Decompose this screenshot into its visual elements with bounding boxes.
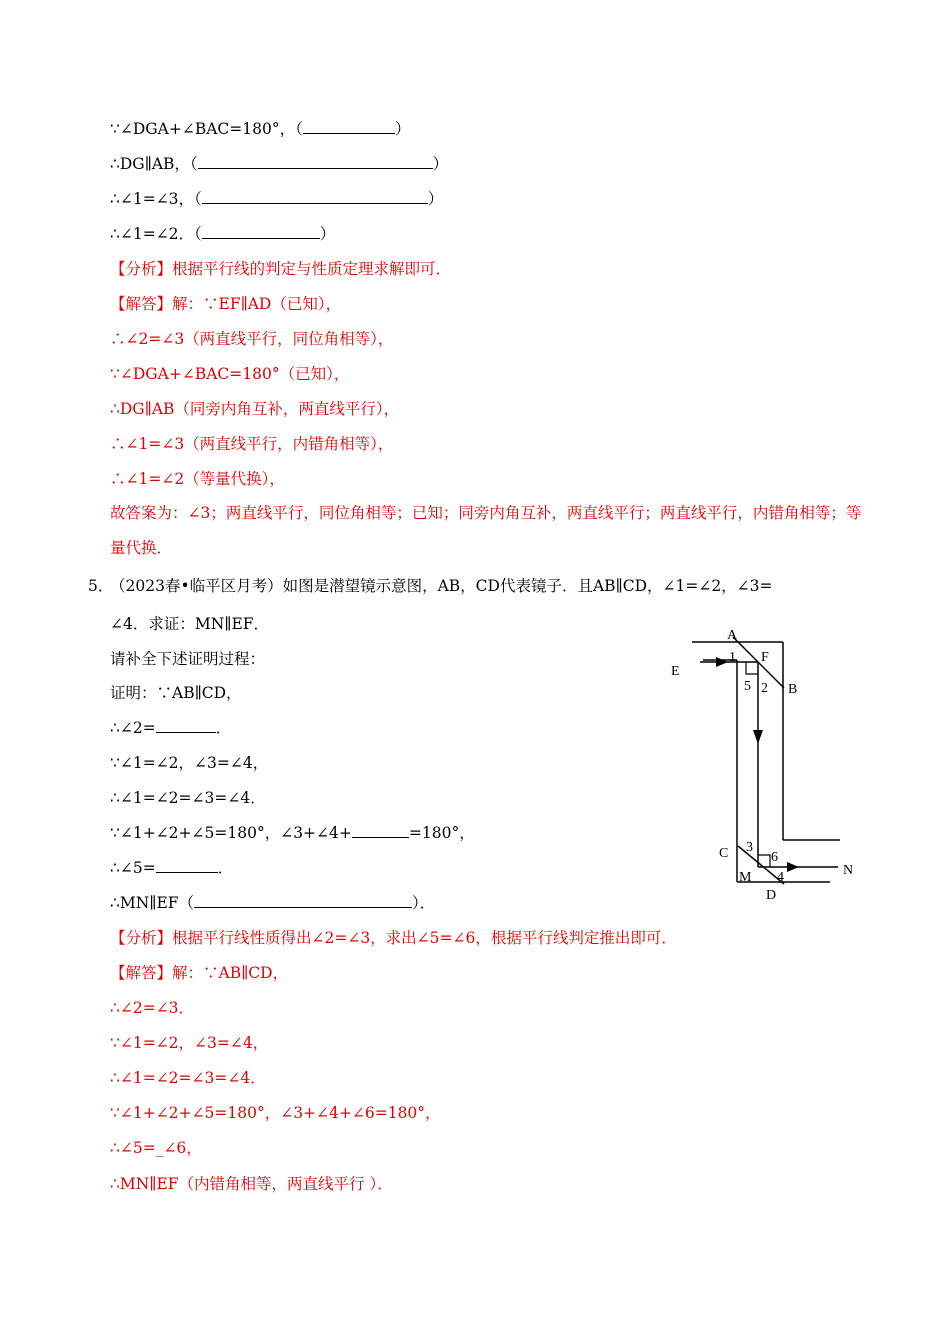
label-a: A xyxy=(727,628,738,643)
label-d: D xyxy=(766,888,777,903)
answer-blank[interactable] xyxy=(202,189,428,204)
label-angle-4: 4 xyxy=(777,870,784,885)
q4-answer-line: ∴∠1=∠3（两直线平行，内错角相等）， xyxy=(110,435,394,453)
right-angle-mark xyxy=(746,662,758,674)
q4-line-3: ∴∠1=∠3，（ ） xyxy=(110,190,444,208)
label-f: F xyxy=(761,650,769,665)
label-b: B xyxy=(788,682,798,697)
q5-proof-line: ∴∠1=∠2=∠3=∠4． xyxy=(110,789,266,807)
question-number: 5． xyxy=(88,577,114,595)
label-angle-2: 2 xyxy=(761,681,768,696)
q5-proof-line: ∴MN∥EF（ ）． xyxy=(110,894,436,912)
arrow-icon xyxy=(716,657,728,667)
q5-proof-line: ∵∠1=∠2，∠3=∠4， xyxy=(110,754,269,772)
q5-answer-line: ∴∠1=∠2=∠3=∠4． xyxy=(110,1069,266,1087)
answer-blank[interactable] xyxy=(198,154,433,169)
q4-answer-line: 【解答】解：∵EF∥AD（已知）， xyxy=(110,295,342,313)
answer-blank[interactable] xyxy=(303,119,395,134)
q5-answer-line: ∴∠2=∠3． xyxy=(110,999,195,1017)
label-c: C xyxy=(719,846,729,861)
q4-answer-line: ∴∠2=∠3（两直线平行，同位角相等）， xyxy=(110,330,394,348)
q5-answer-line: ∴MN∥EF（内错角相等，两直线平行 ）． xyxy=(110,1175,393,1193)
arrow-icon xyxy=(753,730,763,744)
q4-answer-line: ∴∠1=∠2（等量代换）， xyxy=(110,470,285,488)
answer-blank[interactable] xyxy=(194,893,412,908)
q4-line-2: ∴DG∥AB，（ ） xyxy=(110,155,449,173)
q5-proof-line: 证明：∵AB∥CD， xyxy=(110,684,242,702)
answer-blank[interactable] xyxy=(156,858,218,873)
q4-line-1: ∵∠DGA+∠BAC=180°，（ ） xyxy=(110,120,411,138)
answer-blank[interactable] xyxy=(156,718,216,733)
right-angle-mark xyxy=(758,855,770,867)
q5-answer-line: ∵∠1=∠2，∠3=∠4， xyxy=(110,1034,269,1052)
q4-answer-line: ∵∠DGA+∠BAC=180°（已知）， xyxy=(110,365,350,383)
label-angle-6: 6 xyxy=(771,850,778,865)
q5-proof-line: ∴∠2= ． xyxy=(110,719,232,737)
periscope-diagram xyxy=(660,622,860,907)
answer-blank[interactable] xyxy=(352,823,409,838)
q5-stem-line-1: （2023春•临平区月考）如图是潜望镜示意图，AB，CD代表镜子．且AB∥CD，∠1=∠2，∠3= xyxy=(110,577,773,595)
label-angle-3: 3 xyxy=(746,840,753,855)
q5-answer-line: 【解答】解：∵AB∥CD， xyxy=(110,964,289,982)
label-angle-5: 5 xyxy=(744,679,751,694)
q5-answer-line: ∴∠5=_∠6， xyxy=(110,1139,202,1157)
q4-line-4: ∴∠1=∠2．（ ） xyxy=(110,225,336,243)
answer-blank[interactable] xyxy=(202,224,320,239)
arrow-icon xyxy=(787,862,799,872)
label-m: M xyxy=(739,870,752,885)
q5-proof-line: ∴∠5= ． xyxy=(110,859,234,877)
q4-analysis: 【分析】根据平行线的判定与性质定理求解即可． xyxy=(110,260,452,278)
label-e: E xyxy=(671,664,680,679)
q5-prompt: 请补全下述证明过程： xyxy=(110,650,266,668)
label-n: N xyxy=(843,863,854,878)
q5-analysis: 【分析】根据平行线性质得出∠2=∠3，求出∠5=∠6，根据平行线判定推出即可． xyxy=(110,929,677,947)
q4-answer-line: ∴DG∥AB（同旁内角互补，两直线平行）， xyxy=(110,400,400,418)
q5-stem-line-2: ∠4．求证：MN∥EF． xyxy=(110,615,270,633)
label-angle-1: 1 xyxy=(729,650,736,665)
q4-final-answer: 故答案为：∠3；两直线平行，同位角相等；已知；同旁内角互补，两直线平行；两直线平行，内错角相等；等量代换． xyxy=(110,504,862,557)
q5-proof-line: ∵∠1+∠2+∠5=180°，∠3+∠4+ =180°， xyxy=(110,824,475,842)
q5-answer-line: ∵∠1+∠2+∠5=180°，∠3+∠4+∠6=180°， xyxy=(110,1104,441,1122)
